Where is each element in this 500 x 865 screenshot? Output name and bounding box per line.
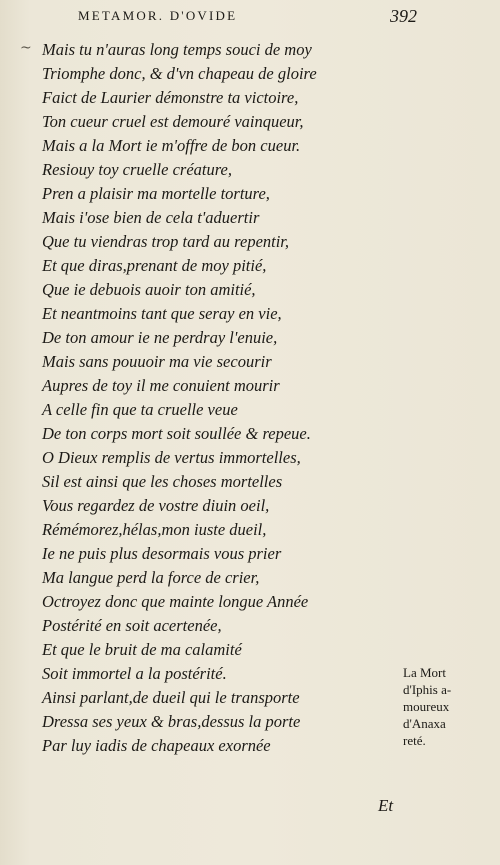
marginal-note-line: d'Iphis a- (403, 682, 452, 697)
verse-line: Mais a la Mort ie m'offre de bon cueur. (42, 136, 301, 155)
marginal-note-line: reté. (403, 733, 426, 748)
verse-line: Dressa ses yeux & bras,dessus la porte (42, 712, 301, 731)
marginal-note (403, 664, 493, 749)
running-head: METAMOR. D'OVIDE (78, 8, 238, 23)
verse-line: Que tu viendras trop tard au repentir, (42, 232, 290, 251)
page-number: 392 (390, 6, 417, 26)
verse-line: Vous regardez de vostre diuin oeil, (42, 496, 270, 515)
verse-line: Resiouy toy cruelle créature, (42, 160, 232, 179)
marginal-note-line: moureux (403, 699, 450, 714)
marginal-note-line: d'Anaxa (403, 716, 446, 731)
margin-mark: ~ (20, 40, 32, 56)
verse-line: Et que diras,prenant de moy pitié, (42, 256, 267, 275)
page-header (60, 6, 480, 30)
verse-line: Pren a plaisir ma mortelle torture, (42, 184, 270, 203)
verse-line: Mais sans pouuoir ma vie secourir (42, 352, 272, 371)
marginal-note-line: La Mort (403, 665, 446, 680)
verse-line: Sil est ainsi que les choses mortelles (42, 472, 283, 491)
verse-line: Par luy iadis de chapeaux exornée (42, 736, 271, 755)
verse-line: Faict de Laurier démonstre ta victoire, (42, 88, 299, 107)
catchword: Et (378, 796, 394, 815)
verse-line: De ton amour ie ne perdray l'enuie, (42, 328, 278, 347)
verse-line: Ie ne puis plus desormais vous prier (42, 544, 282, 563)
verse-line: Octroyez donc que mainte longue Année (42, 592, 309, 611)
verse-line: Ton cueur cruel est demouré vainqueur, (42, 112, 304, 131)
verse-line: Et que le bruit de ma calamité (42, 640, 242, 659)
verse-line: Postérité en soit acertenée, (42, 616, 222, 635)
verse-line: Et neantmoins tant que seray en vie, (42, 304, 282, 323)
verse-line: Triomphe donc, & d'vn chapeau de gloire (42, 64, 317, 83)
verse-line: Ainsi parlant,de dueil qui le transporte (42, 688, 300, 707)
verse-line: De ton corps mort soit soullée & repeue. (42, 424, 311, 443)
verse-block (42, 38, 382, 758)
verse-line: Que ie debuois auoir ton amitié, (42, 280, 256, 299)
verse-line: Rémémorez,hélas,mon iuste dueil, (42, 520, 267, 539)
verse-line: O Dieux remplis de vertus immortelles, (42, 448, 301, 467)
verse-line: Mais tu n'auras long temps souci de moy (42, 40, 312, 59)
verse-line: Aupres de toy il me conuient mourir (42, 376, 280, 395)
verse-line: A celle fin que ta cruelle veue (42, 400, 238, 419)
verse-line: Mais i'ose bien de cela t'aduertir (42, 208, 260, 227)
verse-line: Soit immortel a la postérité. (42, 664, 227, 683)
verse-line: Ma langue perd la force de crier, (42, 568, 260, 587)
